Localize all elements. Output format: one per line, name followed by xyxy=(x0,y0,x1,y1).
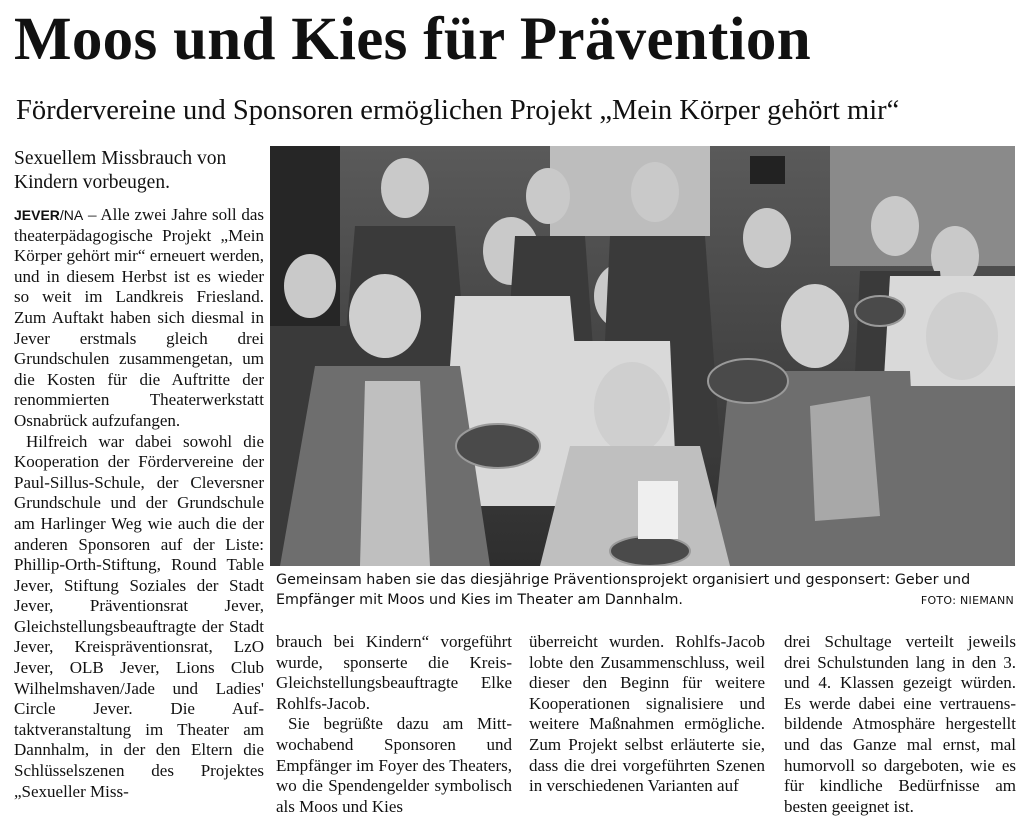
article-column-1 xyxy=(14,205,264,802)
article-column-3 xyxy=(529,632,765,797)
group-photo xyxy=(270,146,1015,566)
photo-caption: Gemeinsam haben sie das diesjährige Präventionsprojekt organisiert und gesponsert: Geber und Empfänger mit Moos und Kies im Theater am Dannhalm. xyxy=(276,572,971,608)
dateline-city: JEVER xyxy=(14,207,60,223)
paragraph-3: brauch bei Kindern“ vorgeführt wurde, sponserte die Kreis-Gleichstellungsbeauftragte Elke Rohlfs-Jacob. xyxy=(276,632,512,713)
dateline-agency: /NA xyxy=(59,207,84,223)
group-photo-illustration xyxy=(270,146,1015,566)
paragraph-2: Hilfreich war dabei sowohl die Kooperation der Fördervereine der Paul-Sillus-Schule, der Cleversner Grundschule und der Grundschule am Harlinger Weg wie auch die der anderen Sponsoren auf der Liste: Phillip-Orth-Stiftung, Round Table Jever, Stiftung Soziales der Stadt Jever, Präventionsrat Jever, Gleichstellungsbeauftragte der Stadt Jever, Kreispräventionsrat, LzO Jever, OLB Jever, Lions Club Wilhelmshaven/Jade und Ladies' Circle Jever. Die Auftaktveranstaltung im Theater am Dannhalm, in der den Eltern die Schlüsselszenen des Projektes „Sexueller Miss- xyxy=(14,431,264,801)
article-column-2 xyxy=(276,632,512,817)
photo-credit: FOTO: NIEMANN xyxy=(920,594,1014,607)
headline: Moos und Kies für Prävention xyxy=(14,6,811,73)
article-column-4 xyxy=(784,632,1016,817)
paragraph-6: drei Schultage verteilt jeweils drei Schulstunden lang in den 3. und 4. Klassen gezeigt würden. Es werde dabei eine vertrauensbildende Atmosphäre hergestellt und das Ganze mal ernst, mal humorvoll so dargeboten, wie es für kindliche Bedürfnisse am besten geeignet ist. xyxy=(784,632,1016,816)
teaser: Sexuellem Missbrauch von Kindern vorbeugen. xyxy=(14,148,227,193)
paragraph-4: Sie begrüßte dazu am Mittwochabend Sponsoren und Empfänger im Foyer des Theaters, wo die Spendengelder symbolisch als Moos und Kies xyxy=(276,714,512,816)
paragraph-1 xyxy=(14,205,264,432)
paragraph-5: überreicht wurden. Rohlfs-Jacob lobte den Zusammenschluss, weil dieser den Beginn für weitere Kooperationen signalisiere und weitere Maßnahmen ermögliche. Zum Projekt selbst erläuterte sie, dass die drei vorgeführten Szenen in verschiedenen Varianten auf xyxy=(529,632,765,796)
paragraph-1-text: – Alle zwei Jahre soll das theaterpädagogische Projekt „Mein Körper gehört mir“ erneuert werden, und in diesem Herbst ist es wieder so weit im Landkreis Friesland. Zum Auftakt haben sich diesmal in Jever erstmals gleich drei Grundschulen zusammengetan, um die Kosten für die Auftritte der renommierten Theaterwerkstatt Osnabrück aufzufangen. xyxy=(14,205,264,430)
subheadline: Fördervereine und Sponsoren ermöglichen Projekt „Mein Körper gehört mir“ xyxy=(16,95,900,126)
